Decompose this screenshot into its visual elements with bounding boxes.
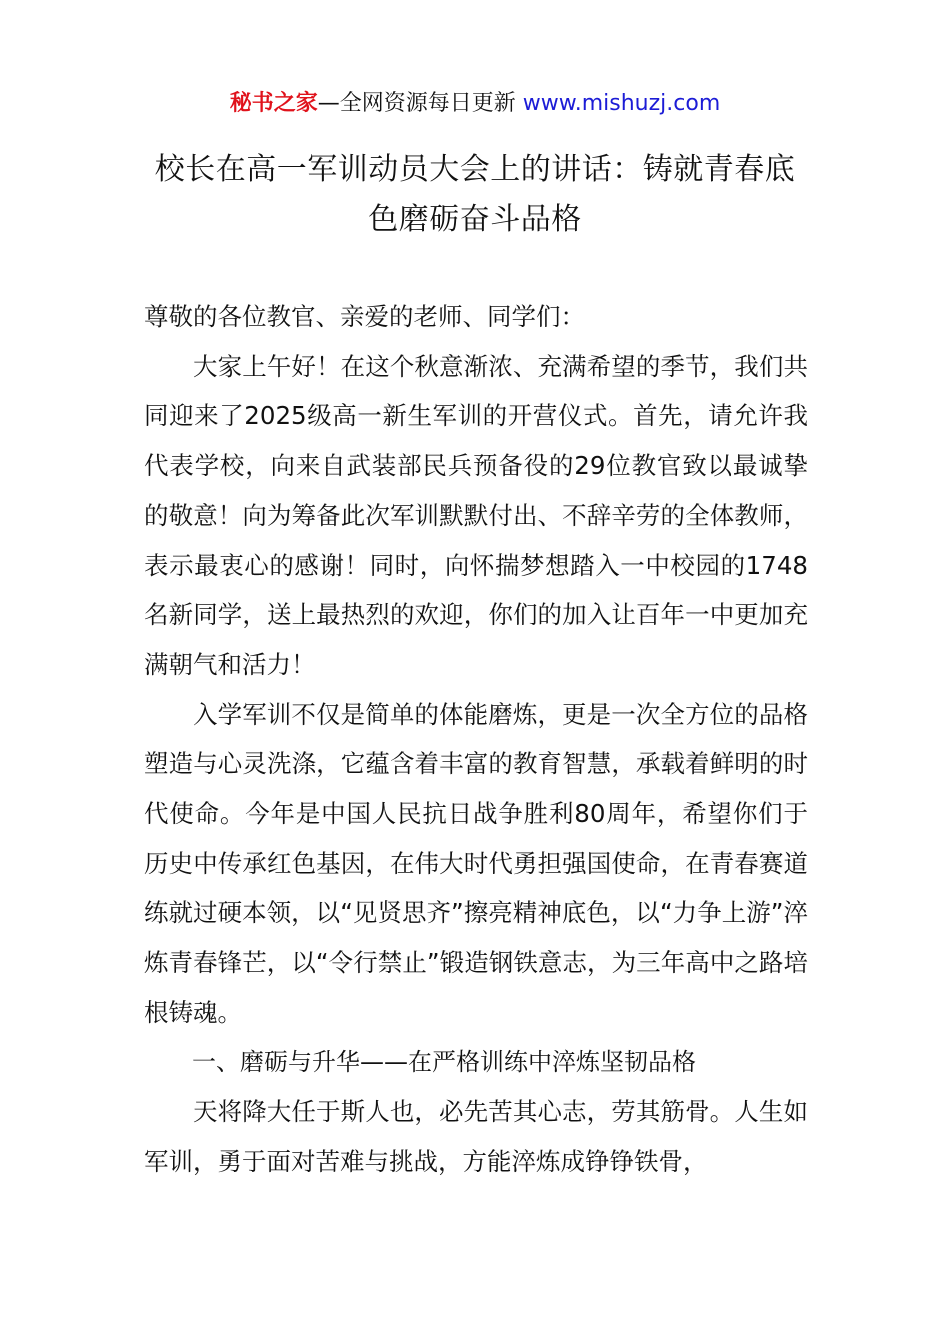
section-paragraph: 天将降大任于斯人也，必先苦其心志，劳其筋骨。人生如军训，勇于面对苦难与挑战，方能淬炼成铮铮铁骨， [144,1097,808,1176]
document-title: 校长在高一军训动员大会上的讲话：铸就青春底色磨砺奋斗品格 [154,152,796,237]
section-heading: 一、磨砺与升华——在严格训练中淬炼坚韧品格 [192,1047,696,1076]
site-header [0,88,950,120]
body-paragraph: 大家上午好！在这个秋意渐浓、充满希望的季节，我们共同迎来了2025级高一新生军训的开营仪式。首先，请允许我代表学校，向来自武装部民兵预备役的29位教官致以最诚挚的敬意！向为筹备此次军训默默付出、不辞辛劳的全体教师，表示最衷心的感谢！同时，向怀揣梦想踏入一中校园的1748名新同学，送上最热烈的欢迎，你们的加入让百年一中更加充满朝气和活力！ [144,351,808,679]
site-brand: 秘书之家 [229,91,318,116]
document-body [144,292,808,1187]
salutation: 尊敬的各位教官、亲爱的老师、同学们： [144,302,585,331]
site-url-link[interactable]: www.mishuzj.com [522,91,721,116]
site-tagline: —全网资源每日更新 [317,91,516,116]
body-paragraph: 入学军训不仅是简单的体能磨炼，更是一次全方位的品格塑造与心灵洗涤，它蕴含着丰富的教育智慧，承载着鲜明的时代使命。今年是中国人民抗日战争胜利80周年，希望你们于历史中传承红色基因，在伟大时代勇担强国使命，在青春赛道练就过硬本领，以“见贤思齐”擦亮精神底色，以“力争上游”淬炼青春锋芒，以“令行禁止”锻造钢铁意志，为三年高中之路培根铸魂。 [144,699,808,1027]
